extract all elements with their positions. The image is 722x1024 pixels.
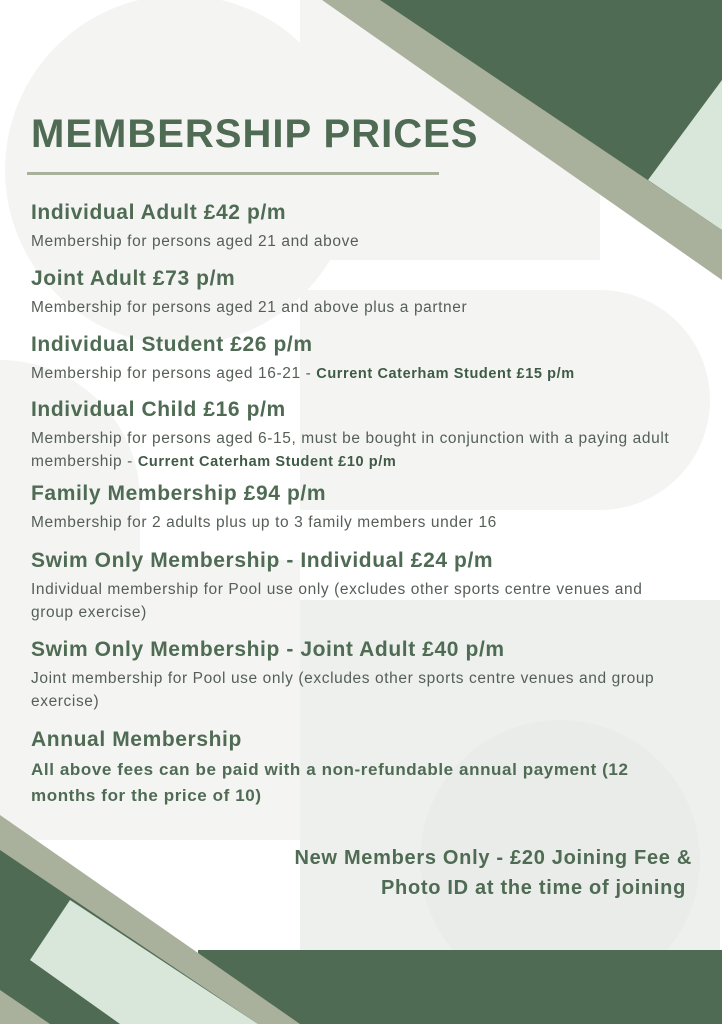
plan-description <box>31 427 671 474</box>
plan-name: Family Membership £94 p/m <box>31 482 327 505</box>
annual-name: Annual Membership <box>31 728 242 751</box>
plan-name: Joint Adult £73 p/m <box>31 267 236 290</box>
student-price-note: Current Caterham Student £10 p/m <box>137 454 397 470</box>
plan-desc-text: Membership for persons aged 21 and above plus a partner <box>31 299 468 316</box>
plan-desc-text: Individual membership for Pool use only (excludes other sports centre venues and group exercise) <box>31 581 643 621</box>
plan-individual-adult <box>31 200 359 253</box>
plan-description <box>31 578 671 624</box>
plan-name: Swim Only Membership - Individual £24 p/m <box>31 549 494 572</box>
plan-individual-student <box>31 332 575 386</box>
plan-swim-individual <box>31 548 671 624</box>
plan-desc-text: Membership for persons aged 6-15, must be bought in conjunction with a paying adult membership - <box>31 430 670 470</box>
plan-desc-text: Membership for persons aged 16-21 - <box>31 365 317 382</box>
plan-desc-text: Joint membership for Pool use only (excludes other sports centre venues and group exercise) <box>31 670 655 710</box>
plan-desc-text: Membership for 2 adults plus up to 3 family members under 16 <box>31 514 497 531</box>
plan-desc-text: Membership for persons aged 21 and above <box>31 233 360 250</box>
plan-description <box>31 230 359 253</box>
plan-name: Individual Adult £42 p/m <box>31 201 287 224</box>
plan-description <box>31 362 575 386</box>
plan-name: Individual Child £16 p/m <box>31 398 286 421</box>
joining-line-2: Photo ID at the time of joining <box>380 877 686 899</box>
plan-swim-joint <box>31 637 671 713</box>
title-underline <box>27 172 439 175</box>
plan-description <box>31 296 467 319</box>
student-price-note: Current Caterham Student £15 p/m <box>316 366 575 382</box>
plan-individual-child <box>31 397 671 474</box>
joining-line-1: New Members Only - £20 Joining Fee & <box>294 847 692 869</box>
plan-description <box>31 667 671 713</box>
page-title: MEMBERSHIP PRICES <box>31 112 479 156</box>
plan-family <box>31 481 497 534</box>
plan-joint-adult <box>31 266 467 319</box>
annual-description: All above fees can be paid with a non-refundable annual payment (12 months for the price of 10) <box>31 760 629 805</box>
plan-name: Individual Student £26 p/m <box>31 333 313 356</box>
plan-description <box>31 511 497 534</box>
plan-name: Swim Only Membership - Joint Adult £40 p/m <box>31 638 505 661</box>
plan-annual <box>31 727 651 809</box>
joining-fee-note <box>294 843 692 903</box>
